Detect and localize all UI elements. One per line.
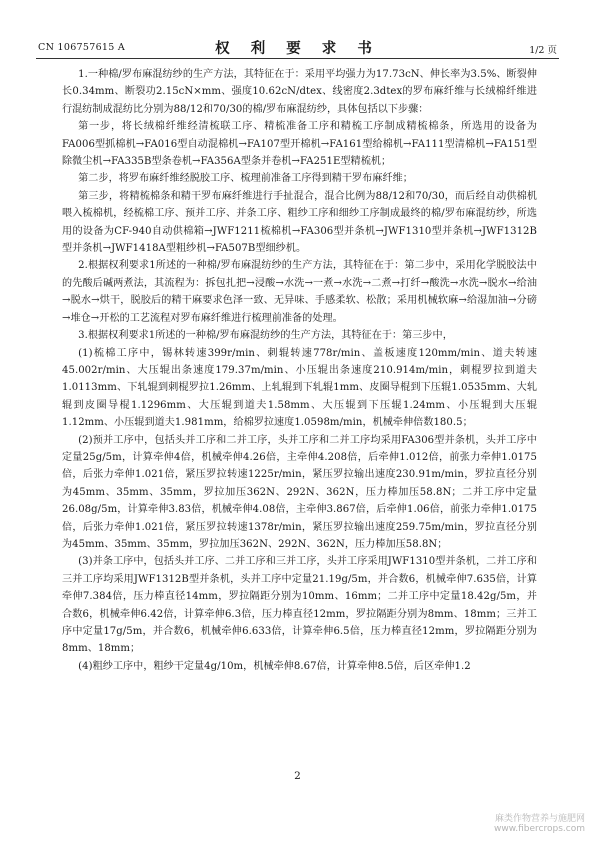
claim-paragraph: (1)梳棉工序中，锡林转速399r/min、刺辊转速778r/min、盖板速度120mm/min、道夫转速45.002r/min、大压辊出条速度179.37m/min、小压辊出条速度210.914m/min，刺棍罗拉到道夫1.0113mm、下轧辊到刺棍罗拉1.26mm、上轧辊到下轧辊1mm、皮圈导棍到下压辊1.0535mm、大轧辊到皮圈导棍1.1296mm、大压辊到道夫1.58mm、大压辊到下压辊1.24mm、小压辊到大压辊1.12mm、小压辊到道夫1.981mm，给棉罗拉速度1.0598m/min，机械牵伸倍数180.5； (62, 347, 537, 429)
watermark-site-name: 麻类作物营养与施肥网 (494, 814, 585, 824)
claim-paragraph: 3.根据权利要求1所述的一种棉/罗布麻混纺纱的生产方法，其特征在于：第三步中， (78, 330, 453, 342)
watermark (494, 811, 585, 834)
page-title: 权 利 要 求 书 (215, 40, 380, 57)
page-number: 2 (294, 770, 301, 782)
claim-paragraph: 2.根据权利要求1所述的一种棉/罗布麻混纺纱的生产方法，其特征在于：第二步中，采用化学脱胶法中的先酸后碱两煮法，其流程为：拆包扎把→浸酸→水洗→一煮→水洗→二煮→打纤→酸洗→水洗→脱水→给油→脱水→烘干，脱胶后的精干麻要求色泽一致、无异味、手感柔软、松散；采用机械软麻→给湿加油→分磅→堆仓→开松的工艺流程对罗布麻纤维进行梳理前准备的处理。 (62, 260, 537, 324)
claims-body (62, 66, 537, 675)
claim-paragraph: (3)并条工序中，包括头并工序、二并工序和三并工序，头并工序采用JWF1310型并条机，二并工序和三并工序均采用JWF1312B型并条机，头并工序中定量21.19g/5m，并合数6，机械牵伸7.635倍，计算牵伸7.384倍，压力棒直径14mm，罗拉隔距分别为10mm、16mm；二并工序中定量18.42g/5m，并合数6，机械牵伸6.42倍，计算牵伸6.3倍，压力棒直径12mm，罗拉隔距分别为8mm、18mm；三并工序中定量17g/5m，并合数6，机械牵伸6.633倍，计算牵伸6.5倍，压力棒直径12mm，罗拉隔距分别为8mm、18mm； (62, 556, 537, 655)
watermark-url: www.fibercrops.com (494, 824, 585, 834)
claim-paragraph: 1.一种棉/罗布麻混纺纱的生产方法，其特征在于：采用平均强力为17.73cN、伸长率为3.5%、断裂伸长0.34mm、断裂功2.15cN×mm、强度10.62cN/dtex、线密度2.3dtex的罗布麻纤维与长绒棉纤维进行混纺制成混纺比分别为88/12和70/30的棉/罗布麻混纺纱，具体包括以下步骤： (62, 69, 537, 115)
claim-paragraph: (2)预并工序中，包括头并工序和二并工序，头并工序和二并工序均采用FA306型并条机，头并工序中定量25g/5m，计算牵伸4倍，机械牵伸4.26倍，主牵伸4.208倍，后牵伸1.012倍，前张力牵伸1.0175倍，后张力牵伸1.021倍，紧压罗拉转速1225r/min，紧压罗拉输出速度230.91m/min，罗拉直径分别为45mm、35mm、35mm，罗拉加压362N、292N、362N，压力棒加压58.8N；二并工序中定量26.08g/5m，计算牵伸3.83倍，机械牵伸4.08倍，主牵伸3.867倍，后牵伸1.06倍，前张力牵伸1.0175倍，后张力牵伸1.021倍，紧压罗拉转速1378r/min，紧压罗拉输出速度259.75m/min，罗拉直径分别为45mm、35mm、35mm，罗拉加压362N、292N、362N，压力棒加压58.8N； (62, 434, 537, 550)
page-indicator: 1/2 页 (529, 45, 557, 56)
document-number: CN 106757615 A (38, 42, 126, 53)
page-header (36, 36, 559, 59)
claim-paragraph: (4)粗纱工序中，粗纱干定量4g/10m，机械牵伸8.67倍，计算牵伸8.5倍，后区牵伸1.2 (78, 660, 471, 672)
claim-paragraph: 第一步，将长绒棉纤维经清梳联工序、精梳准备工序和精梳工序制成精梳棉条，所选用的设备为FA006型抓棉机→FA016型自动混棉机→FA107型开棉机→FA161型给棉机→FA111型清棉机→FA151型除微尘机→FA335B型条卷机→FA356A型条并卷机→FA251E型精梳机； (62, 121, 537, 168)
claim-paragraph: 第二步，将罗布麻纤维经脱胶工序、梳理前准备工序得到精干罗布麻纤维； (78, 173, 413, 185)
claim-paragraph: 第三步，将精梳棉条和精干罗布麻纤维进行手扯混合，混合比例为88/12和70/30，而后经自动供棉机喂入梳棉机，经梳棉工序、预并工序、并条工序、粗纱工序和细纱工序制成最终的棉/罗布麻混纺纱，所选用的设备为CF-940自动供棉箱→JWF1211梳棉机→FA306型并条机→JWF1310型并条机→JWF1312B型并条机→JWF1418A型粗纱机→FA507B型细纱机。 (62, 190, 537, 255)
